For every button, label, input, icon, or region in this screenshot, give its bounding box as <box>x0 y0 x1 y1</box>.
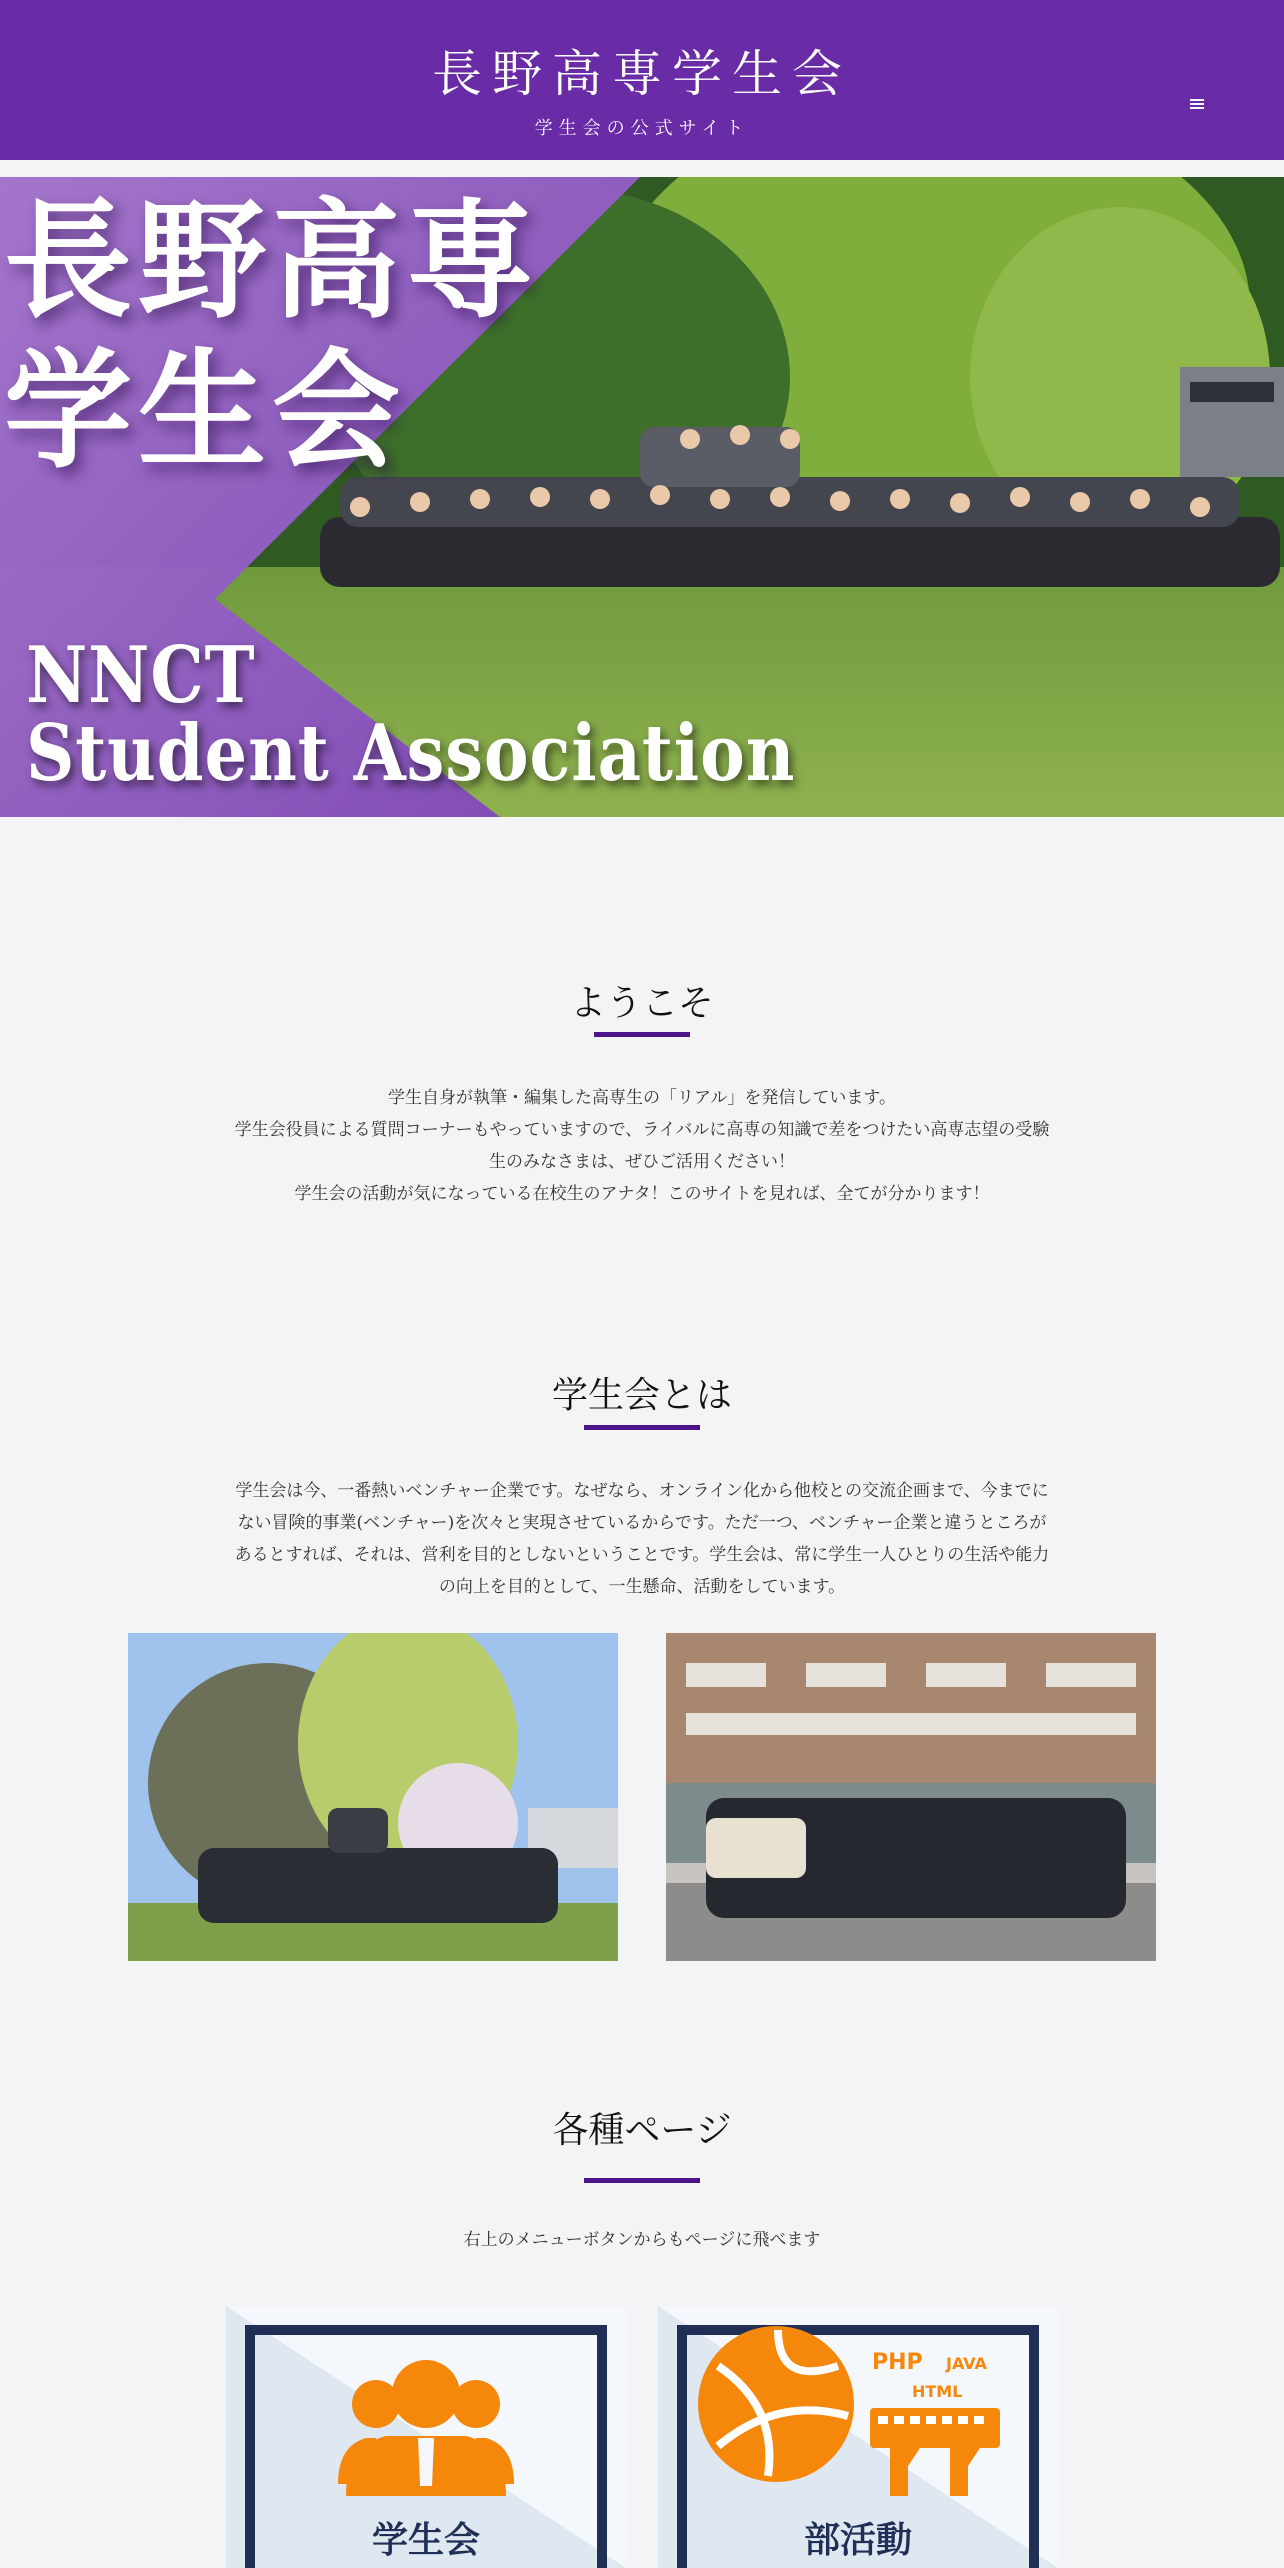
hero-title-jp-line2: 学生会 <box>4 337 407 486</box>
welcome-line: 生のみなさまは、ぜひご活用ください！ <box>489 1152 795 1172</box>
student-council-card-label: 学生会 <box>371 2520 480 2561</box>
about-photo-1 <box>128 1633 618 1961</box>
java-label: JAVA <box>946 2354 987 2373</box>
hero-title-en-line1: NNCT <box>26 630 256 721</box>
about-photo-2 <box>666 1633 1156 1961</box>
welcome-text <box>200 1082 1084 1210</box>
site-title[interactable]: 長野高専学生会 <box>432 45 852 103</box>
hero-title-jp-line1: 長野高専 <box>4 187 541 336</box>
php-label: PHP <box>872 2350 923 2375</box>
about-heading: 学生会とは <box>551 1375 732 1416</box>
club-activities-card-label: 部活動 <box>803 2520 912 2561</box>
welcome-line: 学生自身が執筆・編集した高専生の「リアル」を発信しています。 <box>388 1088 896 1108</box>
hero-title-en-line2: Student Association <box>26 708 796 799</box>
hamburger-menu-icon[interactable] <box>1180 86 1218 122</box>
about-text <box>200 1475 1084 1603</box>
about-line: ない冒険的事業(ベンチャー)を次々と実現させているからです。ただ一つ、ベンチャー企業と違うところが <box>237 1513 1047 1533</box>
welcome-heading: ようこそ <box>569 983 714 1024</box>
about-underline <box>584 1425 700 1430</box>
about-line: 学生会は今、一番熱いベンチャー企業です。なぜなら、オンライン化から他校との交流企画まで、今までに <box>235 1481 1049 1501</box>
hero-title-en <box>26 630 796 799</box>
about-line: あるとすれば、それは、営利を目的としないということです。学生会は、常に学生一人ひとりの生活や能力 <box>234 1545 1050 1565</box>
pages-note: 右上のメニューボタンからもページに飛べます <box>463 2230 821 2250</box>
site-subtitle: 学生会の公式サイト <box>534 118 750 139</box>
pages-heading: 各種ページ <box>552 2110 732 2151</box>
html-label: HTML <box>912 2382 963 2401</box>
pages-underline <box>584 2178 700 2183</box>
welcome-underline <box>594 1032 690 1037</box>
about-line: の向上を目的として、一生懸命、活動をしています。 <box>438 1577 846 1597</box>
welcome-line: 学生会の活動が気になっている在校生のアナタ！このサイトを見れば、全てが分かります！ <box>294 1184 990 1204</box>
student-council-card[interactable] <box>226 2306 626 2568</box>
club-activities-card[interactable] <box>658 2306 1058 2568</box>
hero-banner <box>0 177 1284 817</box>
site-header <box>0 0 1284 160</box>
hero-title-jp <box>4 187 540 487</box>
welcome-line: 学生会役員による質問コーナーもやっていますので、ライバルに高専の知識で差をつけたい高専志望の受験 <box>234 1120 1050 1140</box>
